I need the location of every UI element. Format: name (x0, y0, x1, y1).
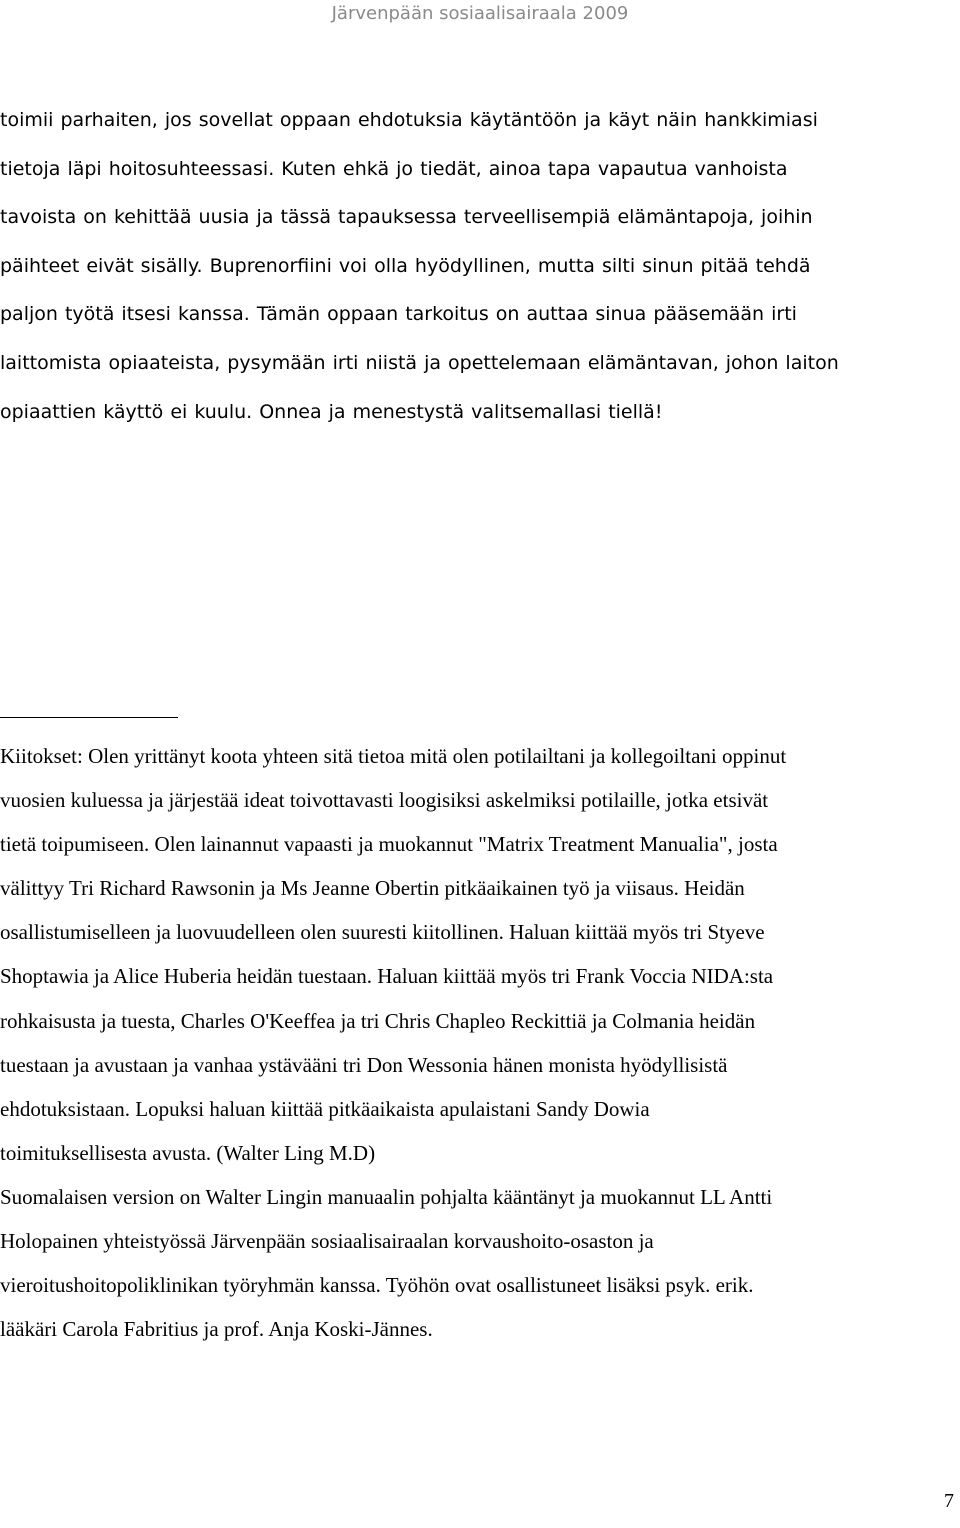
paragraph-line: laittomista opiaateista, pysymään irti niistä ja opettelemaan elämäntavan, johon laiton (0, 351, 839, 374)
paragraph-line: tavoista on kehittää uusia ja tässä tapauksessa terveellisempiä elämäntapoja, joihin (0, 206, 813, 229)
acknowledgement-line: Kiitokset: Olen yrittänyt koota yhteen sitä tietoa mitä olen potilailtani ja kollegoiltani oppinut (0, 744, 787, 768)
acknowledgement-line: ehdotuksistaan. Lopuksi haluan kiittää pitkäaikaista apulaistani Sandy Dowia (0, 1096, 650, 1121)
acknowledgement-line: vieroitushoitopoliklinikan työryhmän kanssa. Työhön ovat osallistuneet lisäksi psyk. erik. (0, 1273, 754, 1298)
acknowledgement-line: tuestaan ja avustaan ja vanhaa ystävääni tri Don Wessonia hänen monista hyödyllisistä (0, 1052, 728, 1077)
page-header: Järvenpään sosiaalisairaala 2009 (331, 3, 629, 24)
acknowledgement-line: rohkaisusta ja tuesta, Charles O'Keeffea ja tri Chris Chapleo Reckittiä ja Colmania heidän (0, 1008, 756, 1033)
acknowledgement-line: Shoptawia ja Alice Huberia heidän tuestaan. Haluan kiittää myös tri Frank Voccia NIDA:sta (0, 964, 774, 989)
acknowledgement-line: Suomalaisen version on Walter Lingin manuaalin pohjalta kääntänyt ja muokannut LL Antti (0, 1184, 773, 1209)
acknowledgements (0, 734, 960, 1351)
acknowledgement-line: toimituksellisesta avusta. (Walter Ling M.D) (0, 1140, 376, 1165)
acknowledgement-line: osallistumiselleen ja luovuudelleen olen suuresti kiitollinen. Haluan kiittää myös tri Styeve (0, 920, 765, 945)
acknowledgement-line: lääkäri Carola Fabritius ja prof. Anja Koski-Jännes. (0, 1317, 433, 1342)
acknowledgement-line: vuosien kuluessa ja järjestää ideat toivottavasti loogisiksi askelmiksi potilaille, jotka etsivät (0, 788, 769, 813)
paragraph-line: paljon työtä itsesi kanssa. Tämän oppaan tarkoitus on auttaa sinua pääsemään irti (0, 303, 797, 326)
footnote-divider (0, 717, 178, 718)
acknowledgement-line: Holopainen yhteistyössä Järvenpään sosiaalisairaalan korvaushoito-osaston ja (0, 1229, 654, 1254)
paragraph-line: toimii parhaiten, jos sovellat oppaan ehdotuksia käytäntöön ja käyt näin hankkimiasi (0, 109, 818, 131)
main-paragraph (0, 96, 960, 436)
acknowledgement-line: välittyy Tri Richard Rawsonin ja Ms Jeanne Obertin pitkäaikainen työ ja viisaus. Heidän (0, 876, 745, 901)
page-number: 7 (944, 1490, 954, 1512)
acknowledgement-line: tietä toipumiseen. Olen lainannut vapaasti ja muokannut "Matrix Treatment Manualia", josta (0, 832, 778, 857)
paragraph-line: opiaattien käyttö ei kuulu. Onnea ja menestystä valitsemallasi tiellä! (0, 400, 663, 423)
paragraph-line: tietoja läpi hoitosuhteessasi. Kuten ehkä jo tiedät, ainoa tapa vapautua vanhoista (0, 157, 788, 180)
paragraph-line: päihteet eivät sisälly. Buprenorfiini voi olla hyödyllinen, mutta silti sinun pitää tehdä (0, 254, 811, 277)
